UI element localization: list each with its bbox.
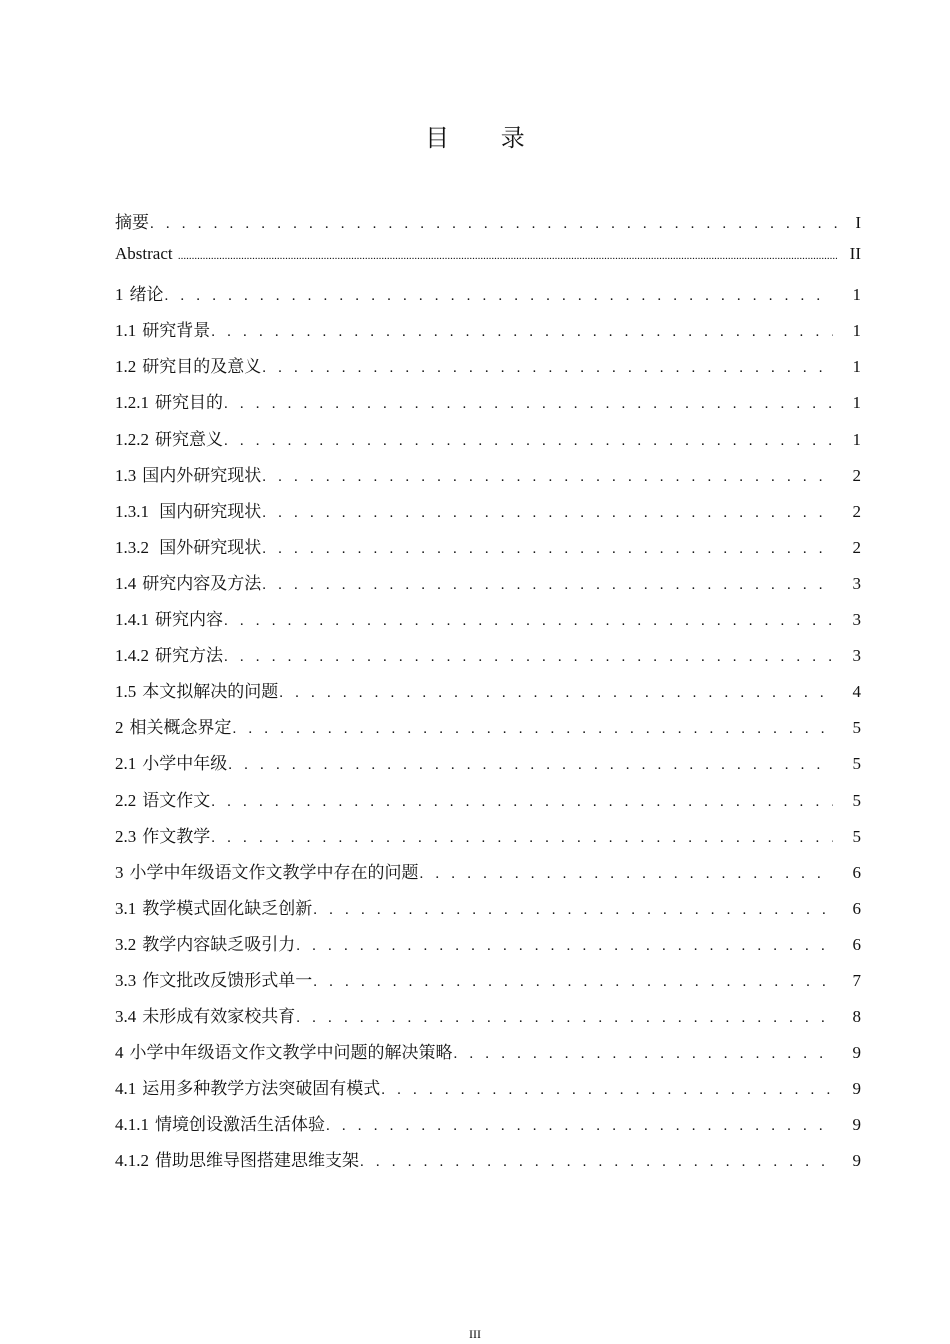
toc-entry-number: 1 [115, 285, 124, 305]
toc-entry[interactable] [115, 461, 861, 497]
toc-entry-page: 5 [852, 790, 861, 810]
toc-entry-number: 1.3.2 [115, 537, 149, 557]
toc-entry-number: 1.2 [115, 357, 137, 377]
toc-entry[interactable] [115, 1110, 861, 1146]
toc-entry-text: 小学中年级语文作文教学中存在的问题 [129, 862, 419, 882]
toc-leader-dots [279, 685, 833, 702]
toc-entry-number: 4 [115, 1043, 124, 1063]
toc-entry-text: 本文拟解决的问题 [142, 682, 279, 702]
toc-entry-number: 1.4.1 [115, 610, 149, 630]
toc-entry-text: 绪论 [129, 285, 164, 305]
toc-entry-label [115, 461, 261, 486]
toc-leader-dots [420, 866, 834, 883]
toc-entry[interactable] [115, 713, 861, 749]
toc-entry-text: 国内研究现状 [155, 501, 262, 521]
table-of-contents [115, 208, 861, 1183]
toc-entry-page: 2 [852, 537, 861, 557]
toc-entry-text: Abstract [115, 244, 177, 264]
toc-entry-page: II [849, 244, 861, 264]
toc-entry-page: 1 [852, 357, 861, 377]
toc-entry-text: 相关概念界定 [129, 718, 232, 738]
toc-leader-dots [360, 1154, 833, 1171]
toc-entry-text: 未形成有效家校共育 [142, 1007, 296, 1027]
toc-entry[interactable] [115, 316, 861, 352]
toc-leader-dots [262, 505, 833, 522]
toc-entry[interactable] [115, 497, 861, 533]
toc-entry-page: 9 [852, 1115, 861, 1135]
toc-entry-text: 研究目的 [155, 393, 223, 413]
toc-entry-label [115, 1110, 325, 1135]
toc-entry-label [115, 208, 149, 233]
toc-entry-text: 研究意义 [155, 429, 223, 449]
toc-entry-number: 1.2.1 [115, 393, 149, 413]
toc-entry-label [115, 1002, 295, 1027]
toc-entry-text: 研究内容及方法 [142, 573, 262, 593]
toc-entry-page: 5 [852, 754, 861, 774]
toc-leader-dots [150, 216, 837, 233]
toc-entry-page: 1 [852, 321, 861, 341]
toc-leader-dots [211, 794, 833, 811]
toc-leader-dots [233, 721, 834, 738]
toc-entry-text: 教学模式固化缺乏创新 [142, 898, 313, 918]
toc-entry[interactable] [115, 280, 861, 316]
toc-entry-label [115, 1074, 380, 1099]
toc-entry-text: 研究方法 [155, 646, 223, 666]
toc-entry-page: 8 [852, 1007, 861, 1027]
toc-leader-dots [211, 324, 833, 341]
toc-entry-number: 4.1.1 [115, 1115, 149, 1135]
toc-entry[interactable] [115, 677, 861, 713]
toc-entry-label [115, 425, 223, 450]
toc-entry-page: 3 [852, 646, 861, 666]
toc-entry-page: 3 [852, 610, 861, 630]
toc-entry-label [115, 749, 227, 774]
toc-entry-page: I [855, 213, 861, 232]
toc-leader-dots [224, 649, 833, 666]
toc-entry-text: 作文批改反馈形式单一 [142, 970, 313, 990]
toc-leader-dots [224, 396, 833, 413]
toc-entry-page: 2 [852, 465, 861, 485]
toc-entry[interactable] [115, 208, 861, 244]
toc-leader-dots [262, 577, 833, 594]
toc-entry-text: 国内外研究现状 [142, 465, 262, 485]
toc-entry-text: 国外研究现状 [155, 537, 262, 557]
toc-entry-page: 5 [852, 826, 861, 846]
toc-entry-number: 3.1 [115, 898, 137, 918]
toc-entry[interactable] [115, 1002, 861, 1038]
toc-entry[interactable] [115, 822, 861, 858]
toc-leader-dots [313, 902, 833, 919]
toc-entry-text: 研究内容 [155, 610, 223, 630]
toc-entry-text: 小学中年级语文作文教学中问题的解决策略 [129, 1043, 453, 1063]
toc-entry-number: 2 [115, 718, 124, 738]
toc-entry[interactable] [115, 894, 861, 930]
toc-entry-page: 9 [852, 1079, 861, 1099]
toc-entry-number: 1.3 [115, 465, 137, 485]
toc-entry-page: 9 [852, 1151, 861, 1171]
toc-entry[interactable] [115, 641, 861, 677]
footer-page-number: III [469, 1327, 481, 1341]
toc-entry[interactable] [115, 1038, 861, 1074]
toc-entry-label [115, 641, 223, 666]
page-title: 目 录 [425, 124, 547, 152]
toc-leader-dots [211, 830, 833, 847]
toc-leader-dots [381, 1082, 833, 1099]
toc-entry-label [115, 605, 223, 630]
toc-entry-page: 5 [852, 718, 861, 738]
toc-entry[interactable] [115, 858, 861, 894]
toc-entry[interactable] [115, 569, 861, 605]
toc-entry[interactable] [115, 533, 861, 569]
toc-entry-label [115, 569, 261, 594]
toc-entry-label [115, 388, 223, 413]
toc-entry-number: 2.1 [115, 754, 137, 774]
toc-entry[interactable] [115, 1146, 861, 1182]
toc-entry[interactable] [115, 425, 861, 461]
toc-entry-text: 研究目的及意义 [142, 357, 262, 377]
toc-leader-dots [454, 1046, 834, 1063]
toc-entry[interactable] [115, 388, 861, 424]
toc-leader-dots [224, 433, 833, 450]
toc-entry-number: 1.1 [115, 321, 137, 341]
toc-entry-text: 运用多种教学方法突破固有模式 [142, 1079, 381, 1099]
toc-entry-page: 2 [852, 501, 861, 521]
toc-entry-label [115, 858, 419, 883]
toc-entry-number: 1.4.2 [115, 646, 149, 666]
toc-leader-dots [178, 250, 837, 262]
toc-entry-label [115, 677, 278, 702]
toc-entry-text: 研究背景 [142, 321, 211, 341]
toc-leader-dots [296, 1010, 833, 1027]
toc-entry-page: 1 [852, 393, 861, 413]
toc-leader-dots [228, 757, 833, 774]
toc-entry-text: 语文作文 [142, 790, 211, 810]
toc-entry-label [115, 966, 312, 991]
toc-leader-dots [296, 938, 833, 955]
toc-entry-number: 2.3 [115, 826, 137, 846]
toc-entry-label [115, 280, 164, 305]
toc-entry-page: 6 [852, 898, 861, 918]
toc-entry[interactable] [115, 749, 861, 785]
toc-leader-dots [262, 360, 833, 377]
toc-entry-label [115, 894, 312, 919]
toc-entry-label [115, 533, 261, 558]
toc-entry-label [115, 1146, 359, 1171]
toc-entry-label [115, 930, 295, 955]
toc-entry-page: 6 [852, 862, 861, 882]
toc-leader-dots [313, 974, 833, 991]
toc-entry-number: 4.1 [115, 1079, 137, 1099]
toc-entry-number: 1.3.1 [115, 501, 149, 521]
toc-entry-number: 1.5 [115, 682, 137, 702]
toc-entry-number: 3 [115, 862, 124, 882]
toc-entry-page: 6 [852, 934, 861, 954]
toc-entry[interactable] [115, 966, 861, 1002]
toc-entry[interactable] [115, 1074, 861, 1110]
toc-entry-page: 1 [852, 285, 861, 305]
toc-entry-label [115, 352, 261, 377]
toc-leader-dots [326, 1118, 833, 1135]
toc-entry-number: 2.2 [115, 790, 137, 810]
toc-entry-label [115, 497, 261, 522]
toc-entry-text: 教学内容缺乏吸引力 [142, 934, 296, 954]
toc-entry-number: 4.1.2 [115, 1151, 149, 1171]
toc-entry-number: 1.4 [115, 573, 137, 593]
toc-entry-number: 1.2.2 [115, 429, 149, 449]
toc-leader-dots [262, 541, 833, 558]
toc-entry[interactable] [115, 605, 861, 641]
toc-entry-text: 作文教学 [142, 826, 211, 846]
toc-entry-number: 3.2 [115, 934, 137, 954]
toc-entry-label [115, 316, 210, 341]
toc-entry-text: 小学中年级 [142, 754, 228, 774]
toc-entry-label [115, 713, 232, 738]
toc-entry-label [115, 822, 210, 847]
toc-entry-text: 情境创设激活生活体验 [155, 1115, 325, 1135]
toc-entry[interactable] [115, 930, 861, 966]
toc-leader-dots [165, 288, 834, 305]
toc-entry-text: 摘要 [115, 213, 149, 232]
toc-leader-dots [262, 469, 833, 486]
toc-entry[interactable] [115, 786, 861, 822]
toc-entry-page: 9 [852, 1043, 861, 1063]
toc-entry-page: 7 [852, 970, 861, 990]
toc-entry-label [115, 1038, 453, 1063]
toc-entry[interactable] [115, 244, 861, 280]
toc-entry-page: 3 [852, 573, 861, 593]
toc-entry-page: 1 [852, 429, 861, 449]
toc-entry-number: 3.4 [115, 1007, 137, 1027]
toc-entry-page: 4 [852, 682, 861, 702]
toc-entry-text: 借助思维导图搭建思维支架 [155, 1151, 359, 1171]
toc-entry-number: 3.3 [115, 970, 137, 990]
toc-leader-dots [224, 613, 833, 630]
toc-entry[interactable] [115, 352, 861, 388]
toc-entry-label [115, 786, 210, 811]
toc-entry-label [115, 244, 177, 264]
